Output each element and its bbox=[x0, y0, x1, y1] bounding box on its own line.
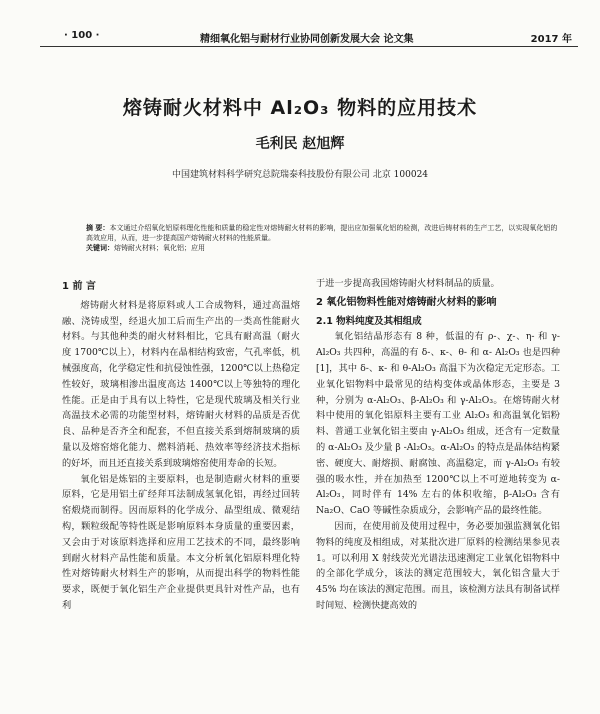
page-number: · 100 · bbox=[64, 30, 100, 41]
paragraph: 氧化铝是炼铝的主要原料，也是制造耐火材料的重要原料，它是用铝土矿经拜耳法制成氢氧化铝，再经过回转窑煅烧而制得。因而原料的化学成分、晶型组成、微观结构，颗粒级配等特性既是影响原料本身质量的重要因素，又会由于对该原料选择和应用工艺技术的不同，最终影响到耐火材料产品性能和质量。本文分析氧化铝原料理化特性对熔铸耐火材料生产的影响，从而提出科学的物料性能要求，既便于氧化铝生产企业提供更具针对性产品，也有利 bbox=[62, 473, 300, 611]
running-header bbox=[40, 28, 578, 46]
keywords-label: 关键词： bbox=[86, 243, 114, 252]
paper-affiliation: 中国建筑材料科学研究总院瑞泰科技股份有限公司 北京 100024 bbox=[171, 170, 429, 180]
paper-authors: 毛利民 赵旭辉 bbox=[255, 136, 345, 152]
paragraph: 熔铸耐火材料是将原料或人工合成物料，通过高温熔融、浇铸成型，经退火加工后而生产出的一类高性能耐火材料。与其他种类的耐火材料相比，它具有耐高温（耐火度 1700℃以上），材料内在晶相结构致密，气孔率低，机械强度高，化学稳定性和抗侵蚀性强，1200℃以上热稳定性较好，玻璃相渗出温度高达 1400℃以上等独特的理化性能。正是由于具有以上特性，它是现代玻璃及相关行业高温技术必需的功能型材料，熔铸耐火材料的品质是否优良、品种是否齐全和配套，不但直接关系到熔制玻璃的质量以及熔窑熔化能力、燃料消耗、热效率等经济技术指标的好坏，而且还直接关系到玻璃熔窑使用寿命的长短。 bbox=[62, 299, 300, 469]
section-heading: 2 氧化铝物料性能对熔铸耐火材料的影响 bbox=[316, 296, 497, 308]
paragraph: 因而，在使用前及使用过程中，务必要加强监测氧化铝物料的纯度及相组成，对某批次进厂原料的检测结果参见表 1。可以利用 X 射线荧光光谱法迅速测定工业氧化铝物料中的全部化学成分，该法的测定范围较大，氧化铝含量大于 45% 均在该法的测定范围。而且，该检测方法具有制备试样时间短、检测快捷高效的 bbox=[316, 520, 560, 611]
keywords-text: 熔铸耐火材料；氧化铝；应用 bbox=[114, 244, 205, 252]
abstract-label: 摘 要： bbox=[86, 223, 110, 232]
header-year: 2017 年 bbox=[530, 34, 572, 45]
paragraph: 于进一步提高我国熔铸耐火材料制品的质量。 bbox=[316, 278, 500, 289]
right-column bbox=[316, 276, 560, 614]
left-column bbox=[62, 276, 300, 614]
abstract-text: 本文通过介绍氧化铝原料理化性能和质量的稳定性对熔铸耐火材料的影响，提出应加强氧化铝的检测，改进后铸材料的生产工艺，以实现氧化铝的高效应用，从而，进一步提高国产熔铸耐火材料的性能质量。 bbox=[86, 224, 558, 242]
abstract-block bbox=[86, 223, 560, 253]
header-divider bbox=[40, 46, 578, 47]
paper-title: 熔铸耐火材料中 Al₂O₃ 物料的应用技术 bbox=[122, 97, 478, 119]
subsection-heading: 2.1 物料纯度及其相组成 bbox=[316, 315, 422, 327]
conference-title: 精细氧化铝与耐材行业协同创新发展大会 论文集 bbox=[200, 34, 414, 45]
section-heading: 1 前 言 bbox=[62, 281, 96, 292]
paragraph: 氧化铝结晶形态有 8 种，低温的有 ρ-、χ-、η- 和 γ- Al₂O₃ 共四种，高温的有 δ-、κ-、θ- 和 α- Al₂O₃ 也是四种[1]，其中 δ-、κ- 和 θ-Al₂O₃ 高温下为次稳定无定形态。工业氧化铝物料中最常见的结构变体或晶体形态，主要是 3 种，分别为 α-Al₂O₃、β-Al₂O₃ 和 γ-Al₂O₃。在熔铸耐火材料中使用的氧化铝原料主要有工业 Al₂O₃ 和高温氧化铝粉料、普通工业氧化铝主要由 γ-Al₂O₃ 组成，还含有一定数量的 α-Al₂O₃ 及少量 β -Al₂O₃。α-Al₂O₃ 的特点是晶体结构紧密、硬度大、耐熔损、耐腐蚀、高温稳定，而 γ-Al₂O₃ 有较强的吸水性，并在加热至 1200℃以上不可逆地转变为 α-Al₂O₃，同时伴有 14% 左右的体积收缩，β-Al₂O₃ 含有 Na₂O、CaO 等碱性杂质成分，会影响产品的最终性能。 bbox=[316, 331, 560, 517]
